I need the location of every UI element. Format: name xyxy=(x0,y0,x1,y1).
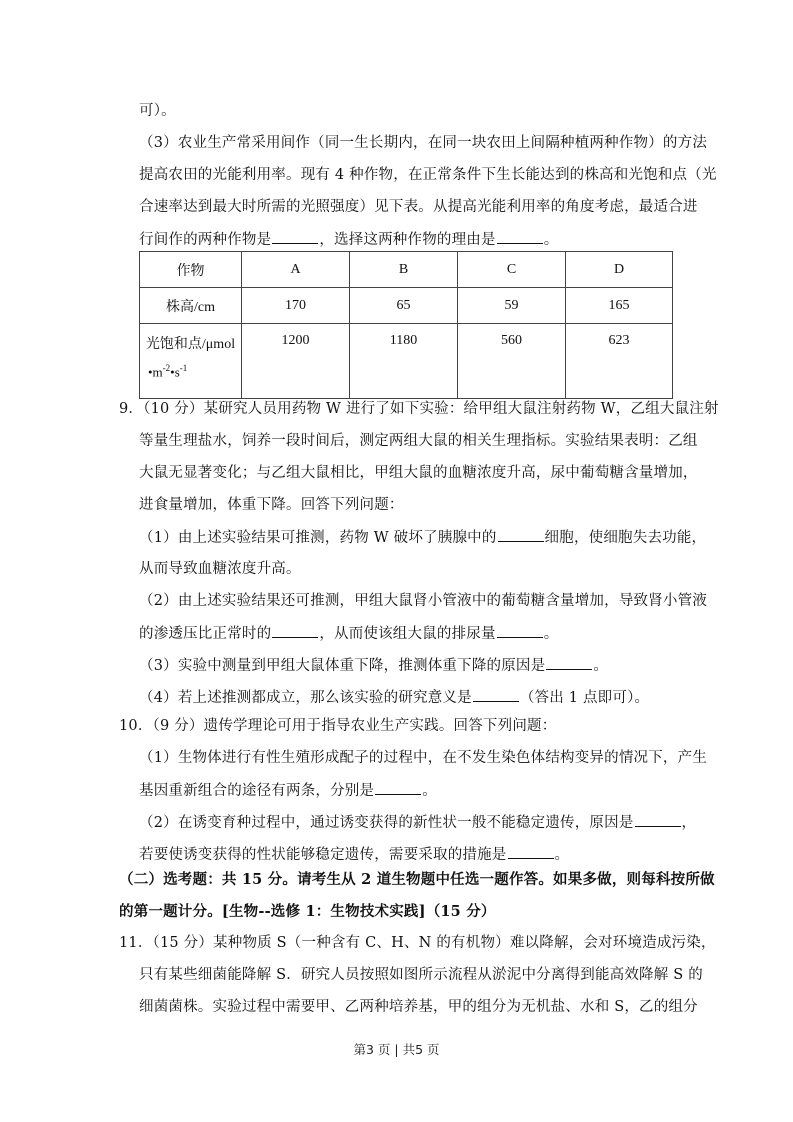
text: 。 xyxy=(543,232,559,248)
table-header-cell: A xyxy=(242,252,350,288)
answer-blank xyxy=(635,812,681,827)
text-line: 细菌菌株。实验过程中需要甲、乙两种培养基，甲的组分为无机盐、水和 S，乙的组分 xyxy=(139,999,698,1015)
question-10-title: 10．（9 分）遗传学理论可用于指导农业生产实践。回答下列问题： xyxy=(119,718,557,734)
table-header-cell: C xyxy=(458,252,566,288)
text-line: 基因重新组合的途径有两条，分别是 。 xyxy=(139,780,437,801)
question-10-part-1: （1）生物体进行有性生殖形成配子的过程中，在不发生染色体结构变异的情况下，产生 xyxy=(139,750,708,766)
unit-text: $•m^{-2}•s^{-1}$ xyxy=(148,363,188,380)
section-heading: 的第一题计分。[生物--选修 1：生物技术实践]（15 分） xyxy=(119,903,496,920)
label-text: 光饱和点/μmol xyxy=(145,337,236,352)
answer-blank xyxy=(272,623,318,638)
table-header-row xyxy=(140,252,673,288)
question-11-title: 11．（15 分）某种物质 S（一种含有 C、H、N 的有机物）难以降解，会对环境造成污染， xyxy=(119,935,716,951)
table-cell: 65 xyxy=(350,288,458,324)
table-row-label: 株高/cm xyxy=(140,288,242,324)
answer-blank xyxy=(375,780,421,795)
text-line: 等量生理盐水，饲养一段时间后，测定两组大鼠的相关生理指标。实验结果表明：乙组 xyxy=(139,433,698,449)
answer-blank xyxy=(546,655,592,670)
table-cell: 623 xyxy=(566,324,673,399)
table-cell: 560 xyxy=(458,324,566,399)
table-cell: 59 xyxy=(458,288,566,324)
text-line: 可）。 xyxy=(139,103,176,119)
text: 行间作的两种作物是 xyxy=(139,232,272,248)
table-row xyxy=(140,288,673,324)
text: ，选择这两种作物的理由是 xyxy=(319,232,496,248)
text-line: 进食量增加，体重下降。回答下列问题： xyxy=(139,497,404,513)
text-line: 若要使诱变获得的性状能够稳定遗传，需要采取的措施是 。 xyxy=(139,844,569,865)
text-line: 从而导致血糖浓度升高。 xyxy=(139,561,301,577)
table-header-cell: D xyxy=(566,252,673,288)
question-10-part-2: （2）在诱变育种过程中，通过诱变获得的新性状一般不能稳定遗传，原因是 ， xyxy=(139,812,696,833)
table-cell: 1180 xyxy=(350,324,458,399)
table-header-cell: B xyxy=(350,252,458,288)
text-line: 的渗透压比正常时的 ，从而使该组大鼠的排尿量 。 xyxy=(139,623,558,644)
question-9-part-3: （3）实验中测量到甲组大鼠体重下降，推测体重下降的原因是 。 xyxy=(139,655,608,676)
table-row-label xyxy=(140,324,242,399)
table-cell: 165 xyxy=(566,288,673,324)
table-cell: 170 xyxy=(242,288,350,324)
answer-blank xyxy=(497,229,543,244)
table-row xyxy=(140,324,673,399)
crop-table xyxy=(139,251,673,399)
text-line: 合速率达到最大时所需的光照强度）见下表。从提高光能利用率的角度考虑，最适合进 xyxy=(139,199,698,215)
answer-blank xyxy=(498,527,544,542)
answer-blank xyxy=(473,687,519,702)
text-line: 只有某些细菌能降解 S．研究人员按照如图所示流程从淤泥中分离得到能高效降解 S 的 xyxy=(139,967,703,983)
text-line: 提高农田的光能利用率。现有 4 种作物，在正常条件下生长能达到的株高和光饱和点（光 xyxy=(139,167,717,183)
question-9-part-2: （2）由上述实验结果还可推测，甲组大鼠肾小管液中的葡萄糖含量增加，导致肾小管液 xyxy=(139,593,708,609)
table-cell: 1200 xyxy=(242,324,350,399)
question-9-part-1: （1）由上述实验结果可推测，药物 W 破坏了胰腺中的 细胞，使细胞失去功能， xyxy=(139,527,706,548)
answer-blank xyxy=(272,229,318,244)
question-9-title: 9．（10 分）某研究人员用药物 W 进行了如下实验：给甲组大鼠注射药物 W，乙组大鼠注射 xyxy=(119,401,719,417)
text-line: 大鼠无显著变化；与乙组大鼠相比，甲组大鼠的血糖浓度升高，尿中葡萄糖含量增加， xyxy=(139,465,698,481)
page-footer: 第3 页 | 共5 页 xyxy=(353,1042,440,1057)
answer-blank xyxy=(508,844,554,859)
question-8-part-3: （3）农业生产常采用间作（同一生长期内，在同一块农田上间隔种植两种作物）的方法 xyxy=(139,135,708,151)
question-9-part-4: （4）若上述推测都成立，那么该实验的研究意义是 （答出 1 点即可）。 xyxy=(139,687,649,708)
section-heading: （二）选考题：共 15 分。请考生从 2 道生物题中任选一题作答。如果多做，则每科按所做 xyxy=(119,871,715,888)
answer-blank xyxy=(497,623,543,638)
text-line xyxy=(139,229,558,250)
table-header-cell: 作物 xyxy=(140,252,242,288)
